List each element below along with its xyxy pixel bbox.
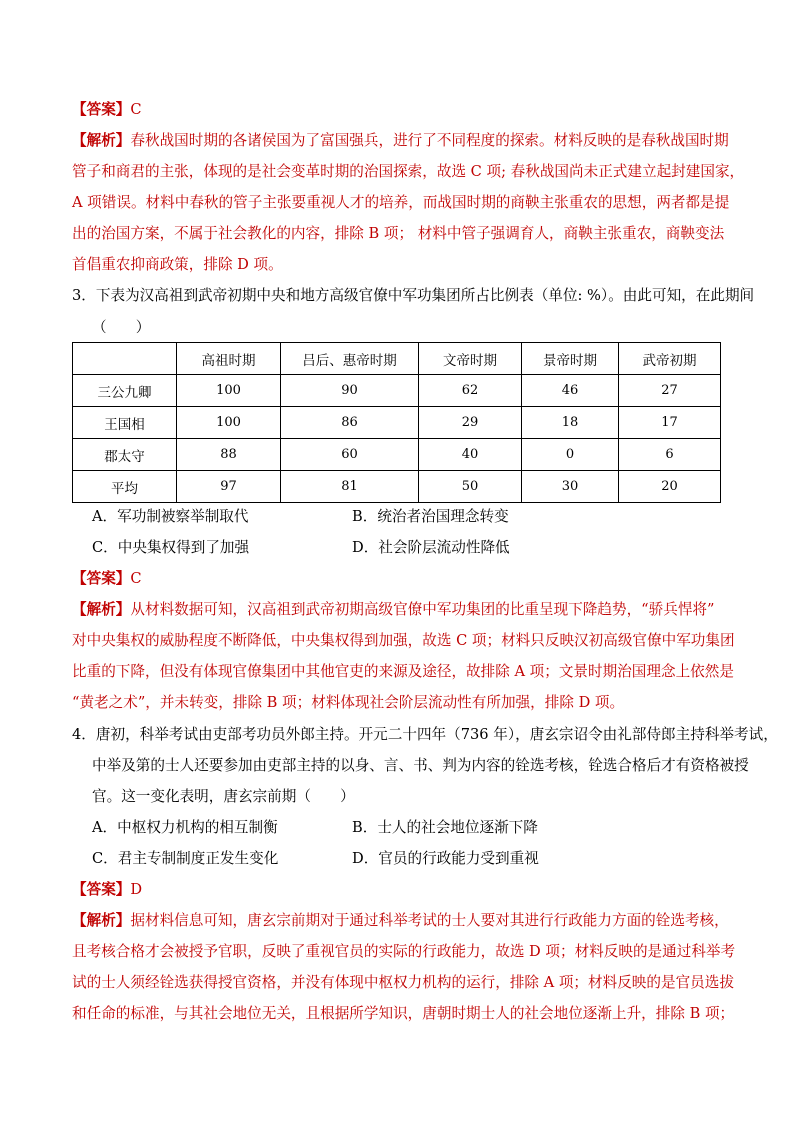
q4-stem-line-1: 4．唐初，科举考试由吏部考功员外郎主持。开元二十四年（736 年），唐玄宗诏令由礼部侍郎主持科举考试， [72,726,778,743]
table-cell: 60 [281,439,419,471]
q2-analysis-line-4: 出的治国方案，不属于社会教化的内容，排除 B 项； 材料中管子强调育人，商鞅主张重农，商鞅变法 [72,225,725,242]
table-cell: 62 [419,375,522,407]
table-header-cell [73,343,177,375]
q2-analysis-line-5: 首倡重农抑商政策，排除 D 项。 [72,256,283,273]
table-cell: 88 [177,439,281,471]
table-row [73,375,721,407]
answer-tag: 【答案】 [72,881,131,898]
analysis-tag: 【解析】 [72,132,131,149]
q2-answer [72,100,142,120]
table-header-cell: 景帝时期 [522,343,619,375]
table-row-label: 三公九卿 [73,375,177,407]
q4-option-a: A．中枢权力机构的相互制衡 [92,819,278,836]
table-header-row [73,343,721,375]
table-cell: 100 [177,407,281,439]
q4-analysis-line-4: 和任命的标准，与其社会地位无关，且根据所学知识，唐朝时期士人的社会地位逐渐上升，排除 B 项； [72,1005,735,1022]
q3-analysis-line-2: 对中央集权的威胁程度不断降低，中央集权得到加强，故选 C 项；材料只反映汉初高级官僚中军功集团 [72,632,735,649]
table-cell: 81 [281,471,419,503]
q4-answer [72,880,142,900]
q2-analysis-line-2: 管子和商君的主张，体现的是社会变革时期的治国探索，故选 C 项; 春秋战国尚未正式建立起封建国家， [72,163,745,180]
q3-analysis-line-1: 【解析】从材料数据可知，汉高祖到武帝初期高级官僚中军功集团的比重呈现下降趋势，“骄兵悍将” [72,601,715,618]
table-row-label: 郡太守 [73,439,177,471]
q4-option-c: C．君主专制制度正发生变化 [92,850,279,867]
q3-stem-line-2: （ ） [92,319,151,336]
table-header-cell: 吕后、惠帝时期 [281,343,419,375]
answer-value: C [130,101,142,118]
q3-option-a: A．军功制被察举制取代 [92,508,249,525]
q3-analysis-line-3: 比重的下降，但没有体现官僚集团中其他官吏的来源及途径，故排除 A 项；文景时期治国理念上依然是 [72,663,734,680]
table-cell: 40 [419,439,522,471]
answer-tag: 【答案】 [72,570,131,587]
q3-stem-line-1: 3．下表为汉高祖到武帝初期中央和地方高级官僚中军功集团所占比例表（单位: %）。由此可知，在此期间 [72,287,755,304]
table-cell: 20 [619,471,721,503]
q3-option-c: C．中央集权得到了加强 [92,539,250,556]
table-cell: 0 [522,439,619,471]
table-cell: 50 [419,471,522,503]
q4-option-d: D．官员的行政能力受到重视 [352,850,539,867]
q2-analysis-line-3: A 项错误。材料中春秋的管子主张要重视人才的培养，而战国时期的商鞅主张重农的思想，两者都是提 [72,194,730,211]
q4-option-b: B．士人的社会地位逐渐下降 [352,819,538,836]
answer-value: D [130,881,143,898]
q4-analysis-line-2: 且考核合格才会被授予官职，反映了重视官员的实际的行政能力，故选 D 项；材料反映的是通过科举考 [72,943,736,960]
table-cell: 86 [281,407,419,439]
analysis-tag: 【解析】 [72,601,131,618]
table-row [73,471,721,503]
q3-data-table [72,342,721,503]
table-cell: 18 [522,407,619,439]
answer-tag: 【答案】 [72,101,131,118]
q3-answer [72,569,142,589]
table-header-cell: 武帝初期 [619,343,721,375]
q4-stem-line-2: 中举及第的士人还要参加由吏部主持的以身、言、书、判为内容的铨选考核，铨选合格后才有资格被授 [92,757,749,774]
q3-option-d: D．社会阶层流动性降低 [352,539,510,556]
q4-analysis-line-3: 试的士人须经铨选获得授官资格，并没有体现中枢权力机构的运行，排除 A 项；材料反映的是官员选拔 [72,974,734,991]
table-cell: 17 [619,407,721,439]
table-row-label: 平均 [73,471,177,503]
table-cell: 29 [419,407,522,439]
q4-stem-line-3: 官。这一变化表明，唐玄宗前期（ ） [92,788,355,805]
q2-analysis-line-1: 【解析】春秋战国时期的各诸侯国为了富国强兵，进行了不同程度的探索。材料反映的是春秋战国时期 [72,132,729,149]
table-row [73,439,721,471]
table-cell: 46 [522,375,619,407]
analysis-tag: 【解析】 [72,912,131,929]
table-row [73,407,721,439]
answer-value: C [130,570,142,587]
table-cell: 90 [281,375,419,407]
table-header-cell: 高祖时期 [177,343,281,375]
q4-analysis-line-1: 【解析】据材料信息可知，唐玄宗前期对于通过科举考试的士人要对其进行行政能力方面的铨选考核， [72,912,729,929]
table-cell: 6 [619,439,721,471]
table-cell: 27 [619,375,721,407]
q3-analysis-line-4: “黄老之术”，并未转变，排除 B 项；材料体现社会阶层流动性有所加强，排除 D 项。 [72,694,625,711]
table-cell: 97 [177,471,281,503]
q3-option-b: B．统治者治国理念转变 [352,508,509,525]
table-cell: 100 [177,375,281,407]
table-row-label: 王国相 [73,407,177,439]
table-cell: 30 [522,471,619,503]
table-header-cell: 文帝时期 [419,343,522,375]
